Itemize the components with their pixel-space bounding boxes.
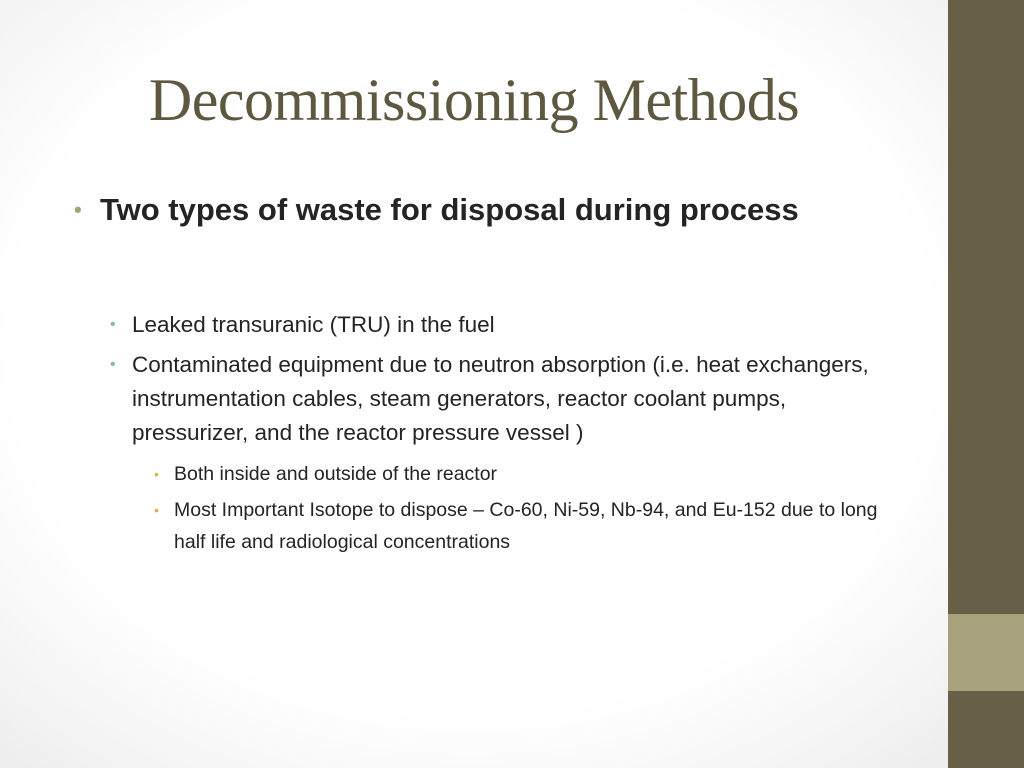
bullet-marker: • xyxy=(154,466,159,482)
bullet-level2-item xyxy=(74,308,894,342)
bullet-text: Two types of waste for disposal during process xyxy=(100,192,799,227)
bullet-level1-item xyxy=(74,186,894,234)
bullet-level3-item xyxy=(74,494,894,558)
slide-title: Decommissioning Methods xyxy=(148,67,800,133)
slide-body xyxy=(74,186,894,558)
bullet-text: Most Important Isotope to dispose – Co-60, Ni-59, Nb-94, and Eu-152 due to long half life and radiological concentrations xyxy=(174,499,878,553)
bullet-marker: • xyxy=(154,502,159,518)
bullet-level3-item xyxy=(74,458,894,490)
side-accent-block xyxy=(948,614,1024,691)
bullet-marker: • xyxy=(110,356,116,373)
bullet-level2-item xyxy=(74,348,894,450)
bullet-marker: • xyxy=(74,197,82,222)
bullet-marker: • xyxy=(110,316,116,333)
bullet-text: Leaked transuranic (TRU) in the fuel xyxy=(132,312,495,337)
bullet-text: Contaminated equipment due to neutron absorption (i.e. heat exchangers, instrumentation cables, steam generators, reactor coolant pumps, pressurizer, and the reactor pressure vessel ) xyxy=(132,352,869,445)
bullet-text: Both inside and outside of the reactor xyxy=(174,463,498,485)
